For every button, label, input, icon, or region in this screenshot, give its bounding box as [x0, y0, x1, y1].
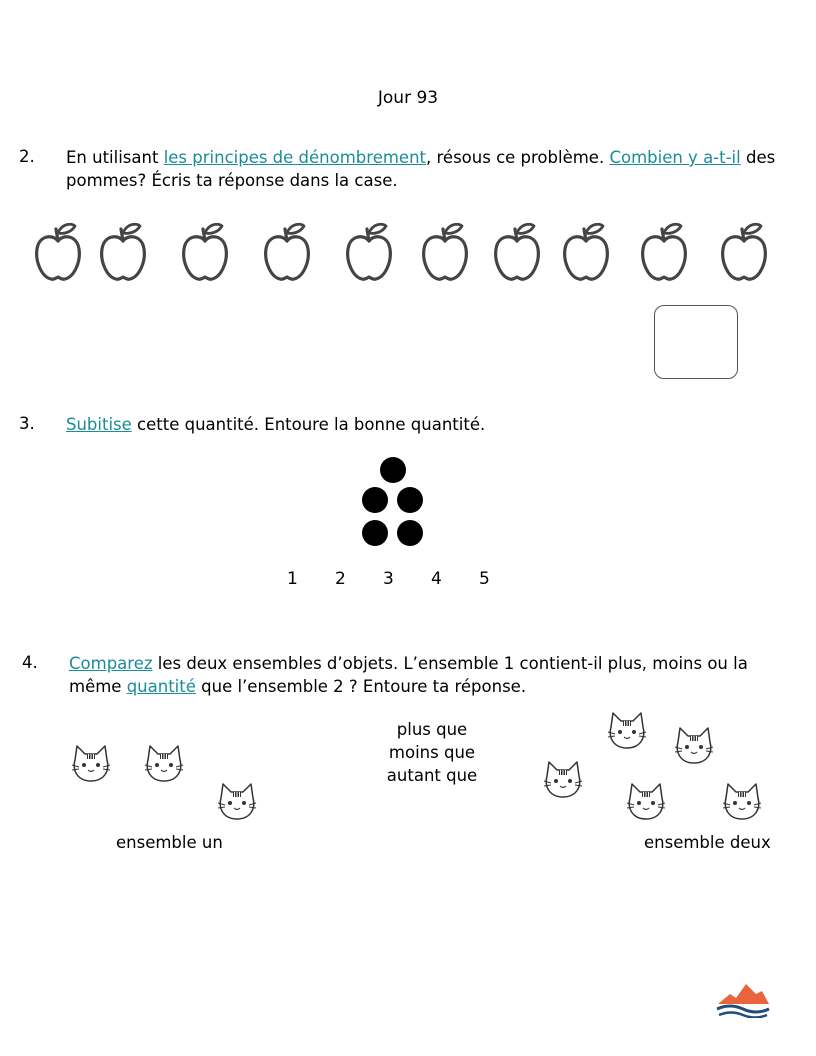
cat-icon — [69, 743, 113, 785]
option-same-as[interactable]: autant que — [386, 766, 478, 785]
cat-icon — [605, 710, 649, 752]
dot — [362, 520, 388, 546]
q2-text-part-2: , résous ce problème. — [426, 148, 610, 167]
quantity-link[interactable]: quantité — [126, 677, 196, 696]
apple-icon — [262, 220, 312, 282]
mountain-logo-icon — [716, 982, 770, 1018]
question-2-number: 2. — [19, 147, 35, 166]
apple-icon — [420, 220, 470, 282]
cat-icon — [672, 725, 716, 767]
dot — [397, 487, 423, 513]
q3-text-part: cette quantité. Entoure la bonne quantité. — [131, 415, 486, 434]
choice-5[interactable]: 5 — [479, 569, 490, 589]
cat-icon — [142, 743, 186, 785]
apple-icon — [98, 220, 148, 282]
page-title: Jour 93 — [377, 88, 439, 108]
apple-icon — [344, 220, 394, 282]
apple-icon — [561, 220, 611, 282]
cat-icon — [720, 781, 764, 823]
choice-2[interactable]: 2 — [335, 569, 346, 589]
apple-icon — [492, 220, 542, 282]
apple-icon — [180, 220, 230, 282]
subitize-link[interactable]: Subitise — [66, 415, 132, 434]
apple-icon — [719, 220, 769, 282]
counting-principles-link[interactable]: les principes de dénombrement — [163, 148, 427, 167]
question-2-text — [66, 146, 786, 192]
question-3-text — [66, 413, 786, 436]
q2-text-part-1: En utilisant — [66, 148, 164, 167]
apple-icon — [33, 220, 83, 282]
cat-icon — [541, 759, 585, 801]
set-two-label: ensemble deux — [644, 833, 771, 852]
cat-icon — [624, 781, 668, 823]
how-many-link[interactable]: Combien y a-t-il — [609, 148, 741, 167]
question-4-text — [69, 652, 781, 698]
q2-text-part-3: des pommes? Écris ta réponse dans la case. — [66, 148, 776, 190]
q4-text-part-1: les deux ensembles d’objets. L’ensemble 1 contient-il plus, moins ou la même — [69, 654, 748, 696]
option-more-than[interactable]: plus que — [396, 720, 468, 739]
choice-4[interactable]: 4 — [431, 569, 442, 589]
cat-icon — [215, 781, 259, 823]
set-one-label: ensemble un — [116, 833, 223, 852]
option-less-than[interactable]: moins que — [388, 743, 476, 762]
choice-3[interactable]: 3 — [383, 569, 394, 589]
dot — [397, 520, 423, 546]
question-4-number: 4. — [22, 653, 38, 672]
apple-icon — [639, 220, 689, 282]
question-3-number: 3. — [19, 414, 35, 433]
dot — [380, 457, 406, 483]
q4-text-part-2: que l’ensemble 2 ? Entoure ta réponse. — [195, 677, 527, 696]
choice-1[interactable]: 1 — [287, 569, 298, 589]
compare-link[interactable]: Comparez — [69, 654, 153, 673]
dot — [362, 487, 388, 513]
answer-box[interactable] — [654, 305, 738, 379]
